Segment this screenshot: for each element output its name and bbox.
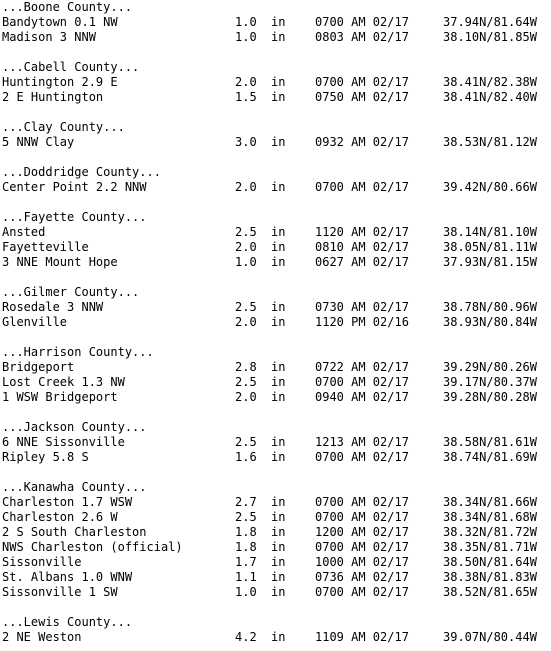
- coordinates: 37.93N/81.15W: [443, 255, 537, 269]
- amount-unit: in: [271, 525, 286, 539]
- report-row: [2, 555, 537, 570]
- report-row: [2, 90, 537, 105]
- report-row: [2, 540, 537, 555]
- report-time: 1213 AM 02/17: [315, 435, 409, 449]
- location-text: 6 NNE Sissonville: [2, 435, 125, 449]
- report-time: 0700 AM 02/17: [315, 495, 409, 509]
- report-time: 1120 PM 02/16: [315, 315, 409, 329]
- report-time: 0700 AM 02/17: [315, 180, 409, 194]
- report-row: [2, 300, 537, 315]
- county-header: ...Boone County...: [2, 0, 133, 14]
- report-time: 0932 AM 02/17: [315, 135, 409, 149]
- amount-value: 2.0: [235, 75, 257, 89]
- coordinates: 38.41N/82.38W: [443, 75, 537, 89]
- location-text: 2 NE Weston: [2, 630, 82, 644]
- report-time: 0700 AM 02/17: [315, 15, 409, 29]
- location-text: St. Albans 1.0 WNW: [2, 570, 133, 584]
- amount-unit: in: [271, 555, 286, 569]
- report-time: 1120 AM 02/17: [315, 225, 409, 239]
- county-header: ...Jackson County...: [2, 420, 147, 434]
- report-row: [2, 180, 537, 195]
- amount-unit: in: [271, 135, 286, 149]
- report-row: [2, 75, 537, 90]
- coordinates: 38.78N/80.96W: [443, 300, 537, 314]
- amount-unit: in: [271, 75, 286, 89]
- report-row: [2, 240, 537, 255]
- blank-line: [2, 465, 161, 480]
- blank-line: [2, 195, 161, 210]
- amount-value: 2.0: [235, 180, 257, 194]
- location-text: Center Point 2.2 NNW: [2, 180, 147, 194]
- amount-unit: in: [271, 15, 286, 29]
- report-time: 0700 AM 02/17: [315, 75, 409, 89]
- location-text: 1 WSW Bridgeport: [2, 390, 118, 404]
- county-header: ...Kanawha County...: [2, 480, 147, 494]
- report-time: 0627 AM 02/17: [315, 255, 409, 269]
- location-text: 3 NNE Mount Hope: [2, 255, 118, 269]
- coordinates: 38.32N/81.72W: [443, 525, 537, 539]
- location-text: Glenville: [2, 315, 68, 329]
- coordinates: 39.42N/80.66W: [443, 180, 537, 194]
- report-row: [2, 570, 537, 585]
- coordinates: 38.34N/81.68W: [443, 510, 537, 524]
- location-text: Ansted: [2, 225, 46, 239]
- coordinates: 38.41N/82.40W: [443, 90, 537, 104]
- report-time: 0736 AM 02/17: [315, 570, 409, 584]
- county-header: ...Fayette County...: [2, 210, 147, 224]
- report-row: [2, 510, 537, 525]
- coordinates: 38.14N/81.10W: [443, 225, 537, 239]
- amount-value: 2.0: [235, 315, 257, 329]
- report-row: [2, 525, 537, 540]
- county-header: ...Clay County...: [2, 120, 125, 134]
- amount-unit: in: [271, 570, 286, 584]
- blank-line: [2, 330, 161, 345]
- county-header: ...Gilmer County...: [2, 285, 140, 299]
- report-row: [2, 435, 537, 450]
- amount-unit: in: [271, 90, 286, 104]
- location-text: Bandytown 0.1 NW: [2, 15, 118, 29]
- county-header: ...Doddridge County...: [2, 165, 161, 179]
- location-text: 2 E Huntington: [2, 90, 104, 104]
- report-row: [2, 255, 537, 270]
- coordinates: 39.29N/80.26W: [443, 360, 537, 374]
- report-time: 0722 AM 02/17: [315, 360, 409, 374]
- amount-value: 3.0: [235, 135, 257, 149]
- blank-line: [2, 45, 161, 60]
- report-row: [2, 450, 537, 465]
- location-text: Huntington 2.9 E: [2, 75, 118, 89]
- amount-unit: in: [271, 510, 286, 524]
- amount-value: 2.5: [235, 435, 257, 449]
- amount-unit: in: [271, 315, 286, 329]
- coordinates: 38.10N/81.85W: [443, 30, 537, 44]
- amount-value: 2.0: [235, 240, 257, 254]
- report-row: [2, 225, 537, 240]
- location-text: Charleston 2.6 W: [2, 510, 118, 524]
- snowfall-report: [2, 0, 537, 645]
- coordinates: 38.52N/81.65W: [443, 585, 537, 599]
- amount-unit: in: [271, 255, 286, 269]
- report-row: [2, 15, 537, 30]
- amount-unit: in: [271, 300, 286, 314]
- report-row: [2, 585, 537, 600]
- amount-value: 1.1: [235, 570, 257, 584]
- amount-unit: in: [271, 435, 286, 449]
- amount-value: 1.0: [235, 15, 257, 29]
- amount-unit: in: [271, 30, 286, 44]
- report-row: [2, 375, 537, 390]
- amount-unit: in: [271, 180, 286, 194]
- coordinates: 38.50N/81.64W: [443, 555, 537, 569]
- report-time: 0700 AM 02/17: [315, 375, 409, 389]
- amount-unit: in: [271, 225, 286, 239]
- blank-line: [2, 405, 161, 420]
- county-header: ...Harrison County...: [2, 345, 154, 359]
- report-time: 0700 AM 02/17: [315, 450, 409, 464]
- coordinates: 38.35N/81.71W: [443, 540, 537, 554]
- location-text: NWS Charleston (official): [2, 540, 183, 554]
- county-header: ...Lewis County...: [2, 615, 133, 629]
- amount-value: 1.7: [235, 555, 257, 569]
- report-time: 0700 AM 02/17: [315, 510, 409, 524]
- coordinates: 38.74N/81.69W: [443, 450, 537, 464]
- amount-value: 2.7: [235, 495, 257, 509]
- amount-unit: in: [271, 390, 286, 404]
- location-text: Charleston 1.7 WSW: [2, 495, 133, 509]
- amount-value: 2.5: [235, 375, 257, 389]
- amount-value: 1.8: [235, 540, 257, 554]
- location-text: Rosedale 3 NNW: [2, 300, 104, 314]
- amount-value: 2.8: [235, 360, 257, 374]
- amount-value: 1.0: [235, 30, 257, 44]
- coordinates: 38.58N/81.61W: [443, 435, 537, 449]
- amount-unit: in: [271, 495, 286, 509]
- blank-line: [2, 600, 161, 615]
- coordinates: 37.94N/81.64W: [443, 15, 537, 29]
- amount-value: 1.6: [235, 450, 257, 464]
- amount-unit: in: [271, 450, 286, 464]
- report-time: 1000 AM 02/17: [315, 555, 409, 569]
- coordinates: 38.53N/81.12W: [443, 135, 537, 149]
- amount-value: 4.2: [235, 630, 257, 644]
- report-time: 0750 AM 02/17: [315, 90, 409, 104]
- coordinates: 38.93N/80.84W: [443, 315, 537, 329]
- amount-value: 2.5: [235, 300, 257, 314]
- report-time: 0940 AM 02/17: [315, 390, 409, 404]
- amount-unit: in: [271, 240, 286, 254]
- amount-value: 1.0: [235, 585, 257, 599]
- location-text: 5 NNW Clay: [2, 135, 75, 149]
- location-text: Lost Creek 1.3 NW: [2, 375, 125, 389]
- report-row: [2, 495, 537, 510]
- coordinates: 38.34N/81.66W: [443, 495, 537, 509]
- report-time: 0700 AM 02/17: [315, 540, 409, 554]
- report-row: [2, 390, 537, 405]
- amount-unit: in: [271, 375, 286, 389]
- report-row: [2, 135, 537, 150]
- amount-unit: in: [271, 630, 286, 644]
- location-text: Madison 3 NNW: [2, 30, 96, 44]
- blank-line: [2, 150, 161, 165]
- amount-value: 1.5: [235, 90, 257, 104]
- amount-value: 2.5: [235, 510, 257, 524]
- location-text: Ripley 5.8 S: [2, 450, 89, 464]
- coordinates: 39.07N/80.44W: [443, 630, 537, 644]
- report-time: 0810 AM 02/17: [315, 240, 409, 254]
- location-text: Bridgeport: [2, 360, 75, 374]
- amount-value: 2.0: [235, 390, 257, 404]
- coordinates: 38.38N/81.83W: [443, 570, 537, 584]
- report-time: 1200 AM 02/17: [315, 525, 409, 539]
- location-text: Sissonville 1 SW: [2, 585, 118, 599]
- report-row: [2, 315, 537, 330]
- report-time: 1109 AM 02/17: [315, 630, 409, 644]
- location-text: Fayetteville: [2, 240, 89, 254]
- amount-value: 2.5: [235, 225, 257, 239]
- coordinates: 39.17N/80.37W: [443, 375, 537, 389]
- amount-unit: in: [271, 360, 286, 374]
- location-text: 2 S South Charleston: [2, 525, 147, 539]
- amount-unit: in: [271, 540, 286, 554]
- county-header: ...Cabell County...: [2, 60, 140, 74]
- location-text: Sissonville: [2, 555, 82, 569]
- amount-value: 1.8: [235, 525, 257, 539]
- report-row: [2, 360, 537, 375]
- report-row: [2, 30, 537, 45]
- amount-value: 1.0: [235, 255, 257, 269]
- coordinates: 39.28N/80.28W: [443, 390, 537, 404]
- report-time: 0730 AM 02/17: [315, 300, 409, 314]
- report-time: 0700 AM 02/17: [315, 585, 409, 599]
- blank-line: [2, 105, 161, 120]
- coordinates: 38.05N/81.11W: [443, 240, 537, 254]
- amount-unit: in: [271, 585, 286, 599]
- report-time: 0803 AM 02/17: [315, 30, 409, 44]
- report-row: [2, 630, 537, 645]
- blank-line: [2, 270, 161, 285]
